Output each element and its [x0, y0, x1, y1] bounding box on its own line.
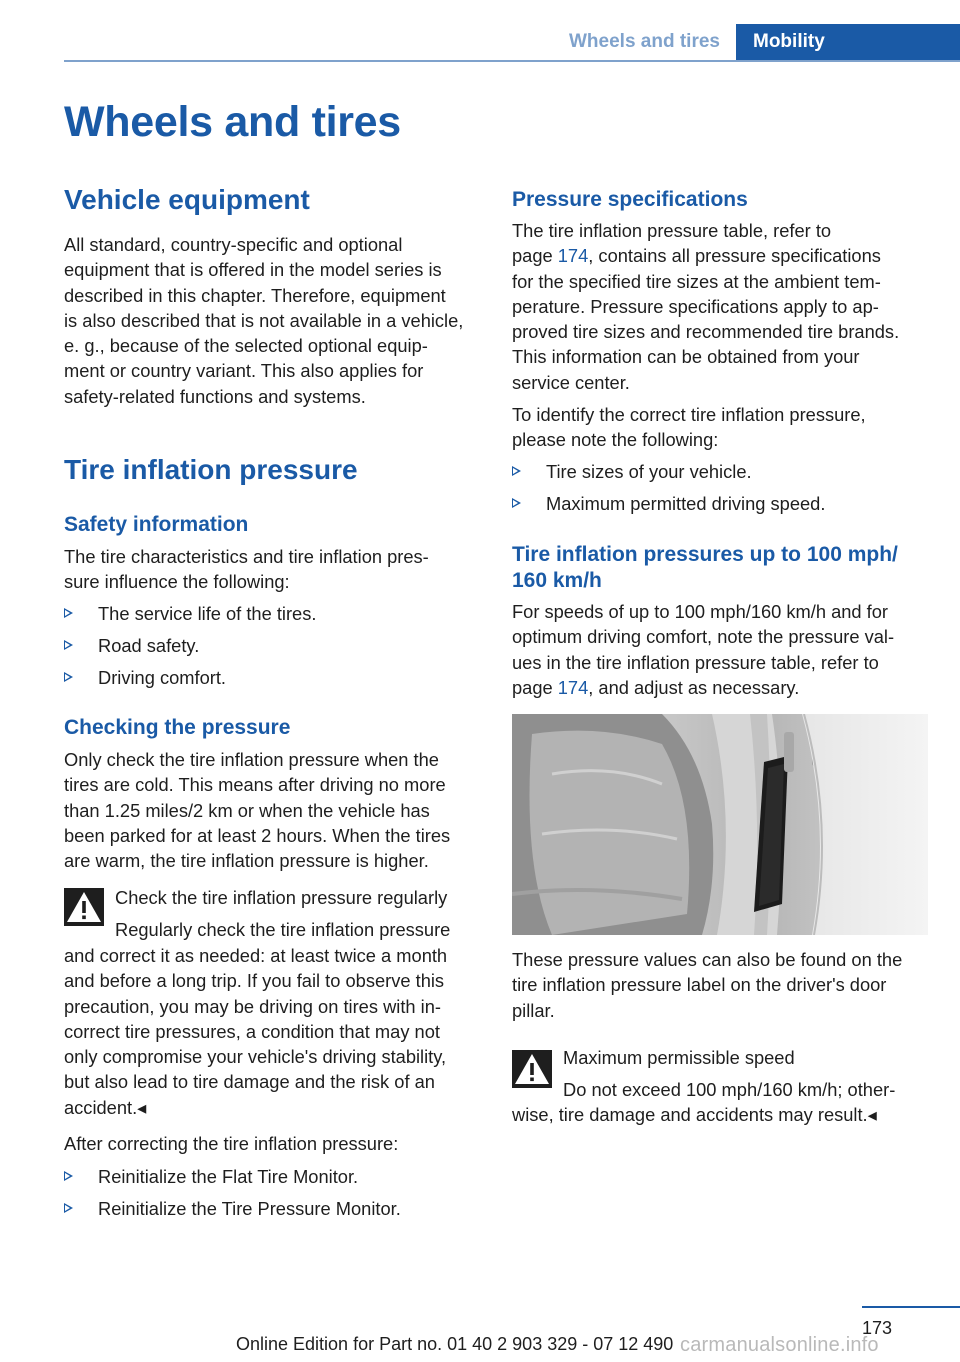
- heading-line: Tire inflation pressures up to 100 mph/: [512, 543, 898, 566]
- text-line: tires are cold. This means after driving no more: [64, 774, 446, 796]
- text-line: All standard, country-specific and optional: [64, 234, 403, 255]
- page-link-174[interactable]: 174: [557, 676, 589, 698]
- warning-title: Check the tire inflation pressure regularly: [115, 887, 448, 908]
- text-line: Only check the tire inflation pressure when the: [64, 749, 439, 770]
- footer-rule: [862, 1306, 960, 1308]
- text-line: and before a long trip. If you fail to observe this: [64, 970, 445, 992]
- text-line: The tire characteristics and tire inflation pres-: [64, 546, 429, 567]
- list-item-text: Driving comfort.: [98, 667, 226, 688]
- text-line: accident.◂: [64, 1096, 147, 1118]
- text-line: ues in the tire inflation pressure table, refer to: [512, 651, 879, 673]
- text-line: but also lead to tire damage and the risk of an: [64, 1071, 435, 1093]
- text-line: tire inflation pressure label on the driver's door: [512, 974, 887, 996]
- door-pillar-photo: [512, 714, 928, 935]
- text-fragment: page: [512, 245, 558, 267]
- text-line: equipment that is offered in the model series is: [64, 259, 442, 281]
- checking-text: [64, 747, 450, 873]
- list-item: [512, 491, 825, 523]
- text-line: These pressure values can also be found on the: [512, 949, 903, 970]
- text-line: safety-related functions and systems.: [64, 385, 366, 407]
- list-item-text: Tire sizes of your vehicle.: [546, 461, 752, 482]
- header-chapter-tab: [736, 24, 960, 62]
- text-line: pillar.: [512, 999, 555, 1021]
- header-rule: [64, 60, 960, 62]
- vehicle-equipment-text: [64, 232, 463, 409]
- warning-text: [64, 943, 447, 1120]
- text-line: only compromise your vehicle's driving stability,: [64, 1046, 447, 1068]
- triangle-bullet-icon: [64, 1171, 73, 1181]
- warning-max-speed-second-line: wise, tire damage and accidents may result.◂: [512, 1104, 877, 1125]
- text-line: proved tire sizes and recommended tire brands.: [512, 321, 900, 343]
- identify-bullet-list: [512, 459, 825, 523]
- list-item-text: Reinitialize the Flat Tire Monitor.: [98, 1166, 359, 1187]
- text-fragment: page: [512, 676, 558, 698]
- text-line: for the specified tire sizes at the ambient tem-: [512, 270, 881, 292]
- triangle-bullet-icon: [512, 498, 521, 508]
- after-bullet-list: [64, 1164, 401, 1228]
- page-title: Wheels and tires: [64, 98, 401, 146]
- list-item: [64, 1164, 401, 1196]
- page-link-174[interactable]: 174: [557, 245, 589, 267]
- text-line: and correct it as needed: at least twice a month: [64, 945, 448, 966]
- heading-safety-information: Safety information: [64, 513, 249, 536]
- text-fragment: , contains all pressure specifications: [588, 245, 881, 267]
- text-line: perature. Pressure specifications apply to ap-: [512, 295, 879, 317]
- text-line: e. g., because of the selected optional equip-: [64, 335, 428, 357]
- header-section-label: Wheels and tires: [569, 31, 720, 52]
- warning-triangle-icon: [64, 888, 104, 926]
- text-line: please note the following:: [512, 429, 719, 451]
- list-item: [64, 633, 316, 665]
- text-line: To identify the correct tire inflation pressure,: [512, 404, 866, 425]
- text-line: sure influence the following:: [64, 571, 290, 593]
- text-line: For speeds of up to 100 mph/160 km/h and for: [512, 601, 889, 622]
- heading-pressures-up-to-100: [512, 542, 898, 594]
- edition-info: Online Edition for Part no. 01 40 2 903 329 - 07 12 490: [236, 1334, 674, 1354]
- text-line: service center.: [512, 371, 630, 393]
- list-item-text: Maximum permitted driving speed.: [546, 493, 826, 514]
- text-line: correct tire pressures, a condition that may not: [64, 1020, 440, 1042]
- list-item-text: Road safety.: [98, 635, 200, 656]
- text-line: been parked for at least 2 hours. When the tires: [64, 824, 451, 846]
- heading-line: 160 km/h: [512, 569, 602, 592]
- label-location-text: [512, 947, 902, 1023]
- heading-pressure-specifications: Pressure specifications: [512, 188, 748, 211]
- triangle-bullet-icon: [64, 672, 73, 682]
- list-item-text: Reinitialize the Tire Pressure Monitor.: [98, 1198, 401, 1219]
- heading-vehicle-equipment: Vehicle equipment: [64, 184, 310, 215]
- triangle-bullet-icon: [64, 1203, 73, 1213]
- text-fragment: , and adjust as necessary.: [588, 676, 800, 698]
- list-item: [64, 601, 316, 633]
- text-line: is also described that is not available in a vehicle,: [64, 309, 464, 331]
- text-line: are warm, the tire inflation pressure is higher.: [64, 850, 429, 872]
- triangle-bullet-icon: [64, 640, 73, 650]
- triangle-bullet-icon: [512, 466, 521, 476]
- warning-max-speed-first-line: Do not exceed 100 mph/160 km/h; other-: [563, 1079, 896, 1100]
- list-item: [512, 459, 825, 491]
- text-line: described in this chapter. Therefore, equipment: [64, 284, 446, 306]
- text-line: than 1.25 miles/2 km or when the vehicle has: [64, 799, 430, 821]
- list-item: [64, 665, 316, 697]
- warning-title-max-speed: Maximum permissible speed: [563, 1047, 795, 1068]
- text-line: ment or country variant. This also applies for: [64, 360, 424, 382]
- up-to-100-text: [512, 599, 894, 700]
- text-line: [512, 243, 899, 268]
- safety-bullet-list: [64, 601, 316, 697]
- heading-checking-pressure: Checking the pressure: [64, 716, 291, 739]
- text-line: precaution, you may be driving on tires with in-: [64, 995, 441, 1017]
- identify-text: [512, 402, 866, 453]
- heading-tire-inflation-pressure: Tire inflation pressure: [64, 454, 358, 485]
- text-line: [512, 675, 894, 700]
- after-correcting-text: After correcting the tire inflation pressure:: [64, 1133, 399, 1154]
- list-item-text: The service life of the tires.: [98, 603, 317, 624]
- warning-first-line: Regularly check the tire inflation pressure: [115, 919, 451, 940]
- triangle-bullet-icon: [64, 608, 73, 618]
- list-item: [64, 1196, 401, 1228]
- text-line: The tire inflation pressure table, refer to: [512, 220, 832, 241]
- warning-triangle-icon: [512, 1050, 552, 1088]
- watermark: carmanualsonline.info: [680, 1334, 879, 1356]
- safety-text: [64, 544, 429, 595]
- page-number: 173: [862, 1318, 893, 1338]
- pressure-specs-text: [512, 218, 899, 395]
- text-line: optimum driving comfort, note the pressure val-: [512, 626, 895, 648]
- text-line: This information can be obtained from your: [512, 346, 860, 368]
- header-chapter-label: Mobility: [753, 31, 825, 52]
